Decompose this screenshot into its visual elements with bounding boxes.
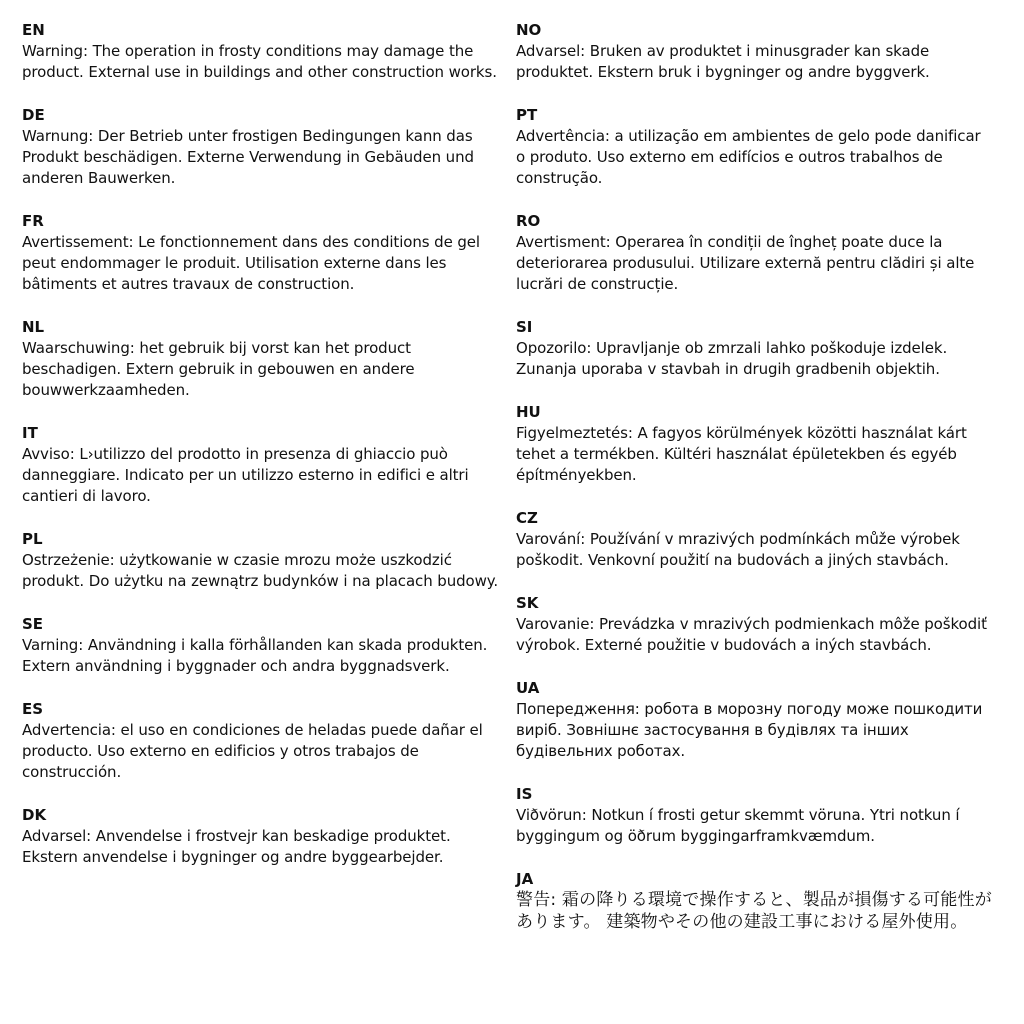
right-column [516, 20, 992, 933]
warning-text: Varovanie: Prevádzka v mrazivých podmienkach môže poškodiť výrobok. Externé použitie v budovách a iných stavbách. [516, 615, 987, 654]
warning-block-cz [516, 508, 992, 571]
warning-text: Warnung: Der Betrieb unter frostigen Bedingungen kann das Produkt beschädigen. Externe Verwendung in Gebäuden und anderen Bauwerken. [22, 127, 474, 187]
warning-text: Avviso: L›utilizzo del prodotto in presenza di ghiaccio può danneggiare. Indicato per un utilizzo esterno in edifici e altri cantieri di lavoro. [22, 445, 469, 505]
language-code: FR [22, 212, 44, 230]
warning-block-ua [516, 678, 992, 762]
warning-block-dk [22, 805, 502, 868]
language-code: UA [516, 679, 540, 697]
warning-text: Figyelmeztetés: A fagyos körülmények közötti használat kárt tehet a termékben. Kültéri használat épületekben és egyéb építményekben. [516, 424, 967, 484]
language-code: ES [22, 700, 44, 718]
warning-block-no [516, 20, 992, 83]
warning-text: Warning: The operation in frosty conditions may damage the product. External use in buildings and other construction works. [22, 42, 497, 81]
warning-text: Avertisment: Operarea în condiții de îngheț poate duce la deteriorarea produsului. Utilizare externă pentru clădiri și alte lucrări de construcție. [516, 233, 975, 293]
language-code: PT [516, 106, 538, 124]
warning-block-is [516, 784, 992, 847]
warning-text: Advarsel: Anvendelse i frostvejr kan beskadige produktet. Ekstern anvendelse i bygninger og andre byggearbejder. [22, 827, 451, 866]
language-code: HU [516, 403, 541, 421]
language-code: IT [22, 424, 38, 442]
warning-block-hu [516, 402, 992, 486]
warning-text: Varování: Používání v mrazivých podmínkách může výrobek poškodit. Venkovní použití na budovách a jiných stavbách. [516, 530, 960, 569]
warning-text: 警告: 霜の降りる環境で操作すると、製品が損傷する可能性があります。 建築物やその他の建設工事における屋外使用。 [516, 890, 992, 932]
warning-block-fr [22, 211, 502, 295]
warning-text: Попередження: робота в морозну погоду може пошкодити виріб. Зовнішнє застосування в будівлях та інших будівельних роботах. [516, 700, 983, 760]
warning-document [22, 20, 1007, 933]
language-code: CZ [516, 509, 538, 527]
warning-block-nl [22, 317, 502, 401]
warning-block-se [22, 614, 502, 677]
left-column [22, 20, 502, 933]
language-code: IS [516, 785, 533, 803]
language-code: RO [516, 212, 541, 230]
warning-text: Waarschuwing: het gebruik bij vorst kan het product beschadigen. Extern gebruik in gebouwen en andere bouwwerkzaamheden. [22, 339, 415, 399]
language-code: SE [22, 615, 44, 633]
language-code: NO [516, 21, 542, 39]
language-code: DK [22, 806, 47, 824]
warning-block-pt [516, 105, 992, 189]
warning-block-de [22, 105, 502, 189]
language-code: SK [516, 594, 539, 612]
language-code: JA [516, 870, 534, 888]
warning-block-en [22, 20, 502, 83]
warning-text: Varning: Användning i kalla förhållanden kan skada produkten. Extern användning i byggnader och andra byggnadsverk. [22, 636, 488, 675]
warning-text: Viðvörun: Notkun í frosti getur skemmt vöruna. Ytri notkun í byggingum og öðrum byggingarframkvæmdum. [516, 806, 960, 845]
warning-text: Advertência: a utilização em ambientes de gelo pode danificar o produto. Uso externo em edifícios e outros trabalhos de construção. [516, 127, 981, 187]
warning-block-es [22, 699, 502, 783]
warning-text: Ostrzeżenie: użytkowanie w czasie mrozu może uszkodzić produkt. Do użytku na zewnątrz budynków i na placach budowy. [22, 551, 499, 590]
warning-block-si [516, 317, 992, 380]
warning-text: Avertissement: Le fonctionnement dans des conditions de gel peut endommager le produit. Utilisation externe dans les bâtiments et autres travaux de construction. [22, 233, 480, 293]
warning-block-pl [22, 529, 502, 592]
language-code: DE [22, 106, 45, 124]
language-code: NL [22, 318, 45, 336]
warning-block-ja [516, 869, 992, 933]
warning-text: Opozorilo: Upravljanje ob zmrzali lahko poškoduje izdelek. Zunanja uporaba v stavbah in drugih gradbenih objektih. [516, 339, 948, 378]
language-code: PL [22, 530, 43, 548]
warning-text: Advertencia: el uso en condiciones de heladas puede dañar el producto. Uso externo en edificios y otros trabajos de construcción. [22, 721, 483, 781]
language-code: EN [22, 21, 45, 39]
warning-block-sk [516, 593, 992, 656]
warning-block-it [22, 423, 502, 507]
warning-block-ro [516, 211, 992, 295]
language-code: SI [516, 318, 533, 336]
warning-text: Advarsel: Bruken av produktet i minusgrader kan skade produktet. Ekstern bruk i bygninger og andre byggverk. [516, 42, 930, 81]
